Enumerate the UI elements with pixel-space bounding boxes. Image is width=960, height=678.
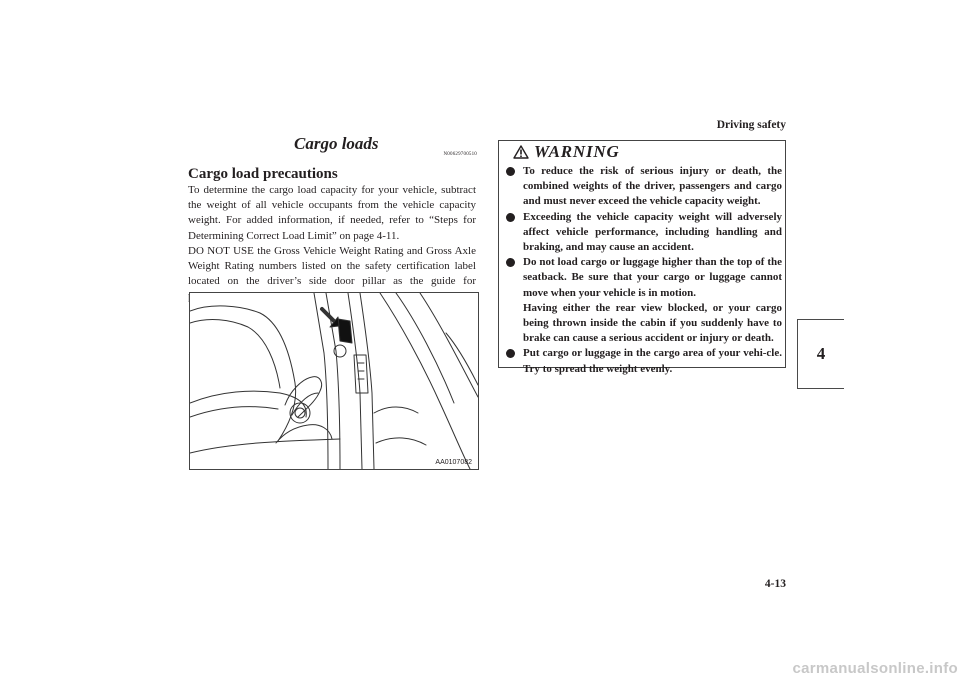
- body-paragraph-2: DO NOT USE the Gross Vehicle Weight Rating and Gross Axle Weight Rating numbers listed on the safety certification label located on the driver’s side door pillar as the guide for: [188, 244, 476, 288]
- bullet-icon: [506, 349, 515, 358]
- warning-item: Do not load cargo or luggage higher than the top of the seatback. Be sure that your cargo or luggage cannot move when your vehicle is in motion. Having either the rear view blocked, or your cargo being thrown inside the cabin if you suddenly have to brake can cause a serious accident or injury or death.: [506, 255, 782, 346]
- section-code: N00629700510: [443, 152, 477, 157]
- bullet-icon: [506, 258, 515, 267]
- warning-item: Put cargo or luggage in the cargo area of your vehi-cle. Try to spread the weight evenly.: [506, 346, 782, 376]
- warning-item: Exceeding the vehicle capacity weight will adversely affect vehicle performance, including handling and braking, and may cause an accident.: [506, 210, 782, 256]
- warning-list: [506, 164, 782, 377]
- warning-triangle-icon: [513, 145, 529, 159]
- warning-title: WARNING: [534, 142, 620, 161]
- body-paragraph-1: To determine the cargo load capacity for your vehicle, subtract the weight of all vehicle occupants from the vehicle capacity weight. For added information, if needed, refer to “Steps for Determining Correct Load Limit” on page 4-11.: [188, 184, 476, 242]
- chapter-tab: 4: [797, 319, 844, 389]
- watermark: carmanualsonline.info: [792, 659, 958, 677]
- subheading: Cargo load precautions: [188, 166, 338, 182]
- warning-header: [513, 142, 620, 162]
- figure-id: AA0107082: [435, 459, 472, 466]
- warning-item: To reduce the risk of serious injury or death, the combined weights of the driver, passengers and cargo and must never exceed the vehicle capacity weight.: [506, 164, 782, 210]
- warning-box: [498, 140, 786, 375]
- body-text: [188, 183, 476, 305]
- page-number: 4-13: [764, 578, 786, 590]
- section-header: Driving safety: [716, 119, 786, 131]
- door-pillar-drawing: [190, 293, 478, 469]
- section-title: Cargo loads: [294, 134, 379, 153]
- bullet-icon: [506, 213, 515, 222]
- door-pillar-illustration: [189, 292, 479, 470]
- bullet-icon: [506, 167, 515, 176]
- warning-subparagraph: Having either the rear view blocked, or your cargo being thrown inside the cabin if you suddenly have to brake can cause a serious accident or injury or death.: [523, 301, 782, 345]
